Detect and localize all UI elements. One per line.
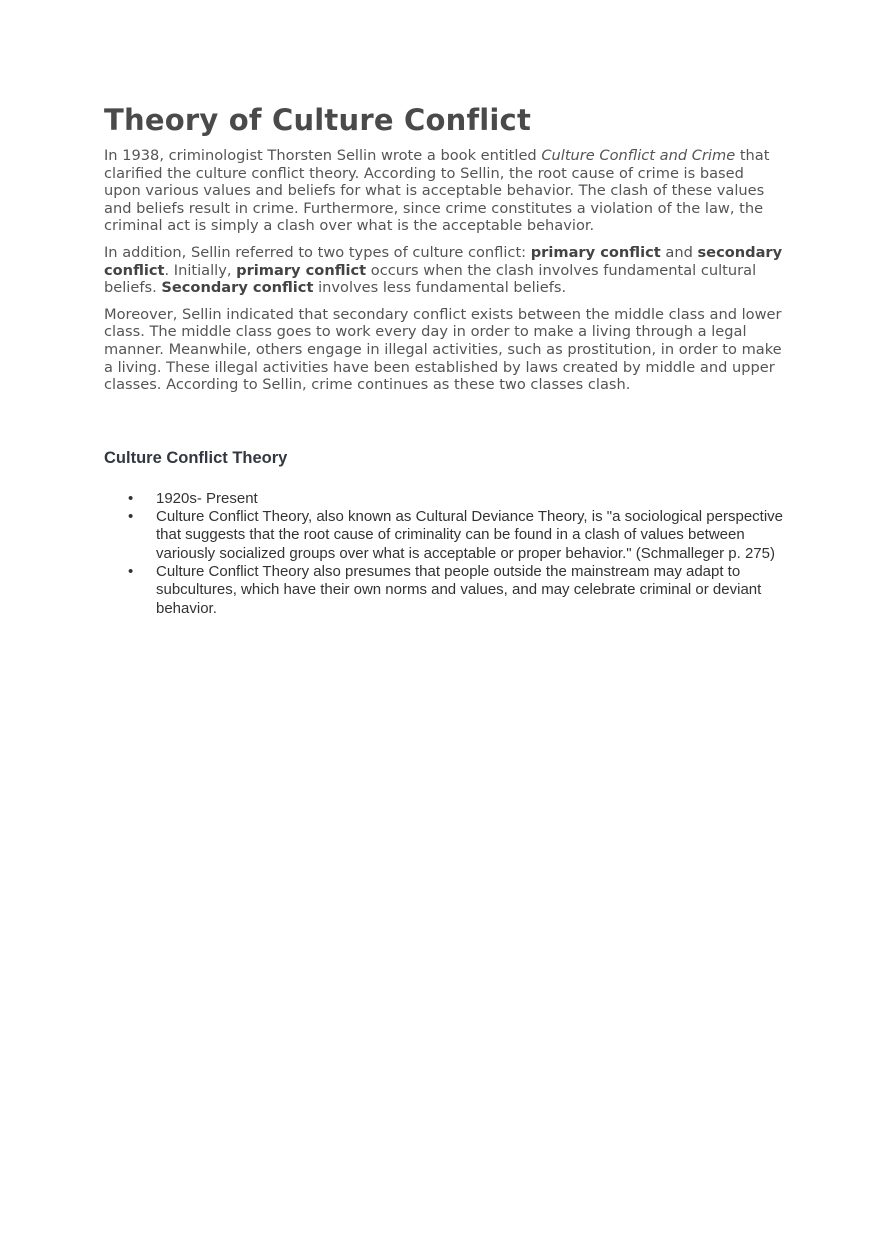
book-title: Culture Conflict and Crime [541, 147, 736, 164]
list-item [104, 490, 784, 508]
term-secondary-conflict: secondary conflict [104, 243, 783, 279]
list-item [104, 563, 784, 618]
section-heading: Culture Conflict Theory [104, 448, 288, 467]
term-primary-conflict: primary conflict [530, 243, 661, 261]
paragraph-text: that clarified the culture conflict theory. According to Sellin, the root cause of crime is based upon various values and beliefs for what is acceptable behavior. The clash of these values and beliefs result in crime. Furthermore, since crime constitutes a violation of the law, the criminal act is simply a clash over what is the acceptable behavior. [104, 147, 770, 235]
paragraph-conflict-types [104, 244, 784, 297]
paragraph-text: In addition, Sellin referred to two types of culture conflict: [104, 243, 531, 261]
paragraph-sellin-book [104, 147, 784, 235]
paragraph-text: occurs when the clash involves fundamental cultural beliefs. [104, 261, 757, 297]
paragraph-text: . Initially, [164, 261, 237, 279]
document-page [104, 100, 784, 618]
list-item-text: Culture Conflict Theory also presumes that people outside the mainstream may adapt to subcultures, which have their own norms and values, and may celebrate criminal or deviant behavior. [156, 562, 762, 617]
paragraph-text: involves less fundamental beliefs. [313, 279, 567, 297]
paragraph-class-conflict: Moreover, Sellin indicated that secondary conflict exists between the middle class and lower class. The middle class goes to work every day in order to make a living through a legal manner. Meanwhile, others engage in illegal activities, such as prostitution, in order to make a living. These illegal activities have been established by laws created by middle and upper classes. According to Sellin, crime continues as these two classes clash. [104, 305, 782, 394]
list-item [104, 508, 784, 563]
bullet-icon: • [128, 562, 134, 580]
paragraph-text: and [660, 243, 698, 261]
document-title: Theory of Culture Conflict [104, 103, 532, 137]
list-item-text: Culture Conflict Theory, also known as Cultural Deviance Theory, is "a sociological perspective that suggests that the root cause of criminality can be found in a clash of values between variously socialized groups over what is acceptable or proper behavior." (Schmalleger p. 275) [156, 508, 784, 562]
list-item-text: 1920s- Present [156, 489, 258, 507]
paragraph-text: In 1938, criminologist Thorsten Sellin wrote a book entitled [104, 147, 542, 164]
bullet-list [104, 490, 784, 618]
term-secondary-conflict: Secondary conflict [161, 279, 314, 297]
term-primary-conflict: primary conflict [236, 261, 367, 279]
bullet-icon: • [128, 489, 134, 507]
bullet-icon: • [128, 508, 134, 526]
